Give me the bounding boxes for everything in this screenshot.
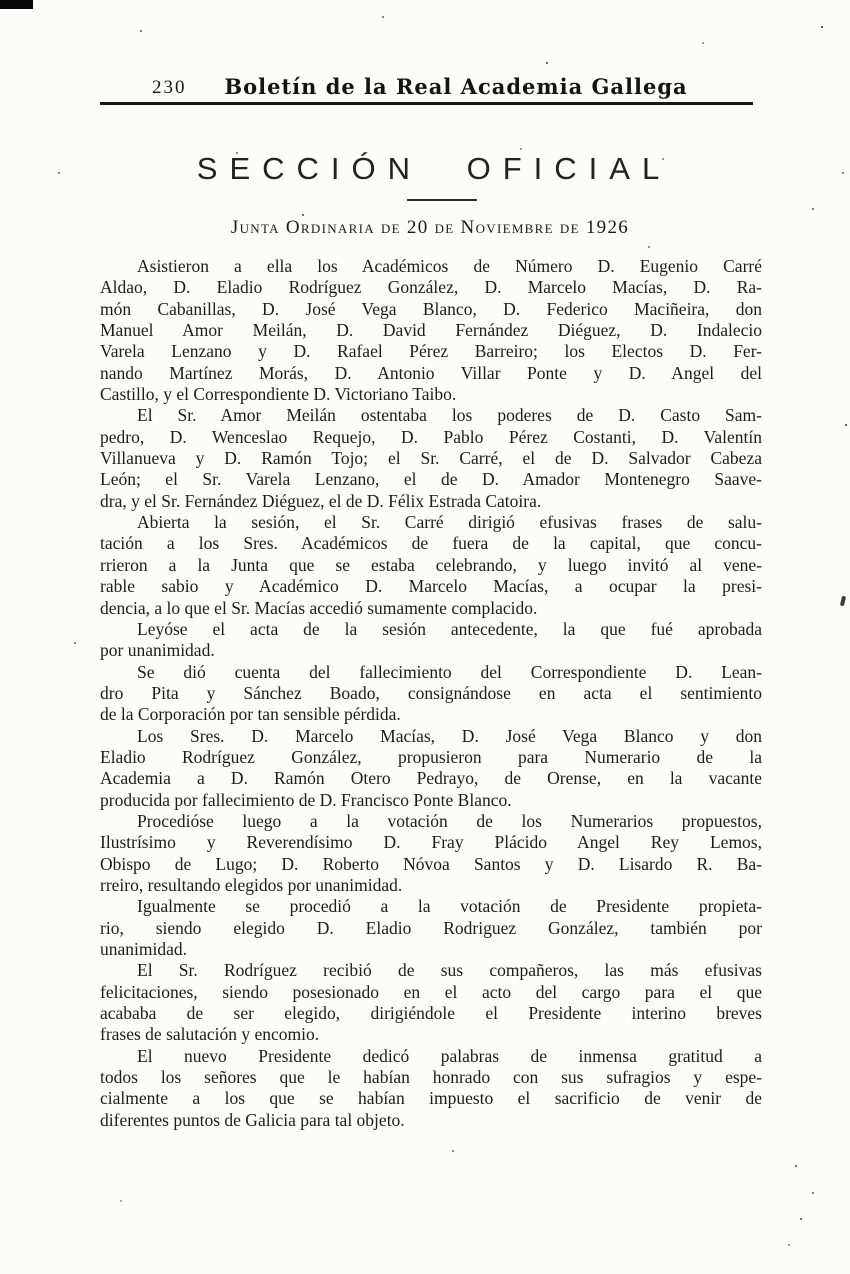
text-line: Obispo de Lugo; D. Roberto Nóvoa Santos y D. Lisardo R. Ba- [100, 853, 762, 874]
body-text [100, 256, 762, 1131]
meeting-heading: Junta Ordinaria de 20 de Noviembre de 1926 [230, 217, 630, 238]
text-line: Eladio Rodríguez González, propusieron para Numerario de la [100, 746, 762, 767]
text-line: rrieron a la Junta que se estaba celebrando, y luego invitó al vene- [100, 554, 762, 575]
text-line: nando Martínez Morás, D. Antonio Villar Ponte y D. Angel del [100, 362, 762, 383]
text-line: por unanimidad. [100, 640, 215, 661]
text-line: El Sr. Rodríguez recibió de sus compañeros, las más efusivas [137, 960, 762, 981]
header-rule [100, 102, 753, 105]
text-line: rio, siendo elegido D. Eladio Rodriguez González, también por [100, 917, 762, 938]
text-line: Aldao, D. Eladio Rodríguez González, D. Marcelo Macías, D. Ra- [100, 277, 762, 298]
scan-edge-artifact [840, 596, 846, 607]
text-line: Academia a D. Ramón Otero Pedrayo, de Orense, en la vacante [100, 768, 762, 789]
text-line: felicitaciones, siendo posesionado en el acto del cargo para el que [100, 981, 762, 1002]
text-line: León; el Sr. Varela Lenzano, el de D. Amador Montenegro Saave- [100, 469, 762, 490]
text-line: Asistieron a ella los Académicos de Número D. Eugenio Carré [137, 256, 762, 276]
paragraph [100, 662, 762, 726]
text-line: dro Pita y Sánchez Boado, consignándose en acta el sentimiento [100, 682, 762, 703]
journal-title: Boletín de la Real Academia Gallega [224, 74, 688, 99]
paragraph [100, 405, 762, 512]
text-line: Igualmente se procedió a la votación de Presidente propieta- [137, 896, 762, 917]
text-line: cialmente a los que se habían impuesto el sacrificio de venir de [100, 1088, 762, 1109]
text-line: Castillo, y el Correspondiente D. Victoriano Taibo. [100, 384, 457, 405]
text-line: Procedióse luego a la votación de los Numerarios propuestos, [137, 810, 762, 831]
text-line: rreiro, resultando elegidos por unanimidad. [100, 874, 403, 895]
text-line: Villanueva y D. Ramón Tojo; el Sr. Carré, el de D. Salvador Cabeza [100, 448, 762, 469]
paragraph [100, 960, 762, 1045]
text-line: acababa de ser elegido, dirigiéndole el Presidente interino breves [100, 1003, 762, 1024]
text-line: Manuel Amor Meilán, D. David Fernández Diéguez, D. Indalecio [100, 320, 762, 341]
text-line: Los Sres. D. Marcelo Macías, D. José Vega Blanco y don [137, 725, 762, 746]
scan-corner-artifact [0, 0, 33, 9]
text-line: tación a los Sres. Académicos de fuera de la capital, que concu- [100, 533, 762, 554]
paragraph [100, 619, 762, 662]
text-line: El Sr. Amor Meilán ostentaba los poderes de D. Casto Sam- [137, 405, 762, 426]
text-line: producida por fallecimiento de D. Francisco Ponte Blanco. [100, 789, 512, 810]
text-line: Abierta la sesión, el Sr. Carré dirigió efusivas frases de salu- [137, 512, 762, 533]
text-line: El nuevo Presidente dedicó palabras de inmensa gratitud a [137, 1045, 762, 1066]
text-line: todos los señores que le habían honrado con sus sufragios y espe- [100, 1067, 762, 1088]
text-line: dra, y el Sr. Fernández Diéguez, el de D. Félix Estrada Catoira. [100, 490, 542, 511]
text-line: món Cabanillas, D. José Vega Blanco, D. Federico Maciñeira, don [100, 298, 762, 319]
text-line: diferentes puntos de Galicia para tal objeto. [100, 1109, 405, 1130]
section-title: SECCIÓN OFICIAL [196, 151, 672, 186]
text-line: unanimidad. [100, 939, 187, 959]
page-number: 230 [152, 77, 187, 98]
text-line: de la Corporación por tan sensible pérdida. [100, 704, 401, 725]
text-line: rable sabio y Académico D. Marcelo Macías, a ocupar la presi- [100, 576, 762, 597]
text-line: Varela Lenzano y D. Rafael Pérez Barreiro; los Electos D. Fer- [100, 341, 762, 362]
paragraph [100, 896, 762, 960]
text-line: pedro, D. Wenceslao Requejo, D. Pablo Pérez Costanti, D. Valentín [100, 426, 762, 447]
text-line: Leyóse el acta de la sesión antecedente, la que fué aprobada [137, 618, 762, 639]
running-header [100, 74, 762, 100]
section-title-rule [407, 199, 477, 201]
text-line: frases de salutación y encomio. [100, 1024, 320, 1045]
text-line: Ilustrísimo y Reverendísimo D. Fray Plácido Angel Rey Lemos, [100, 832, 762, 853]
text-line: dencia, a lo que el Sr. Macías accedió sumamente complacido. [100, 597, 538, 618]
paragraph [100, 512, 762, 619]
paragraph [100, 256, 762, 405]
paragraph [100, 1046, 762, 1131]
paragraph [100, 811, 762, 896]
paragraph [100, 726, 762, 811]
text-line: Se dió cuenta del fallecimiento del Correspondiente D. Lean- [137, 661, 762, 682]
